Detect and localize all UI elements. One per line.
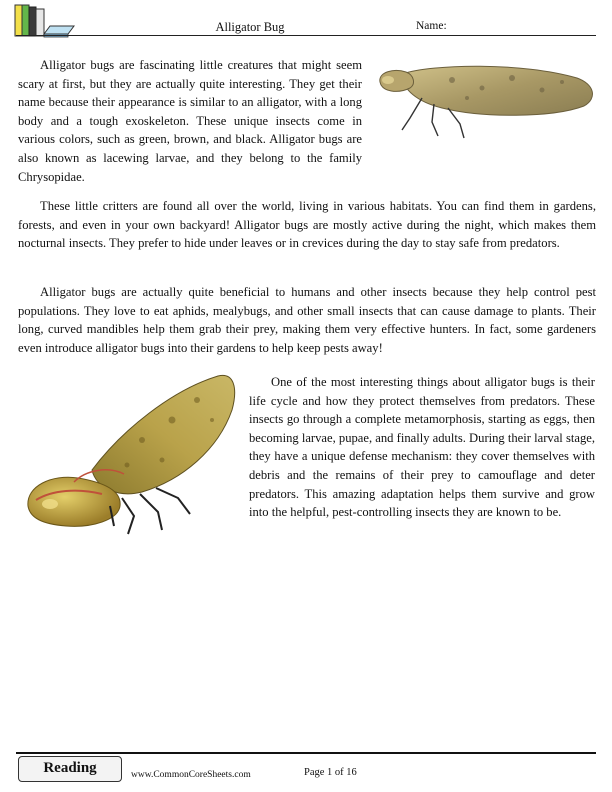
website-link[interactable]: www.CommonCoreSheets.com	[131, 770, 251, 780]
paragraph-3: Alligator bugs are actually quite beneficial to humans and other insects because they help control pest populations. They love to eat aphids, mealybugs, and other small insects that can cause damage to plants. Their long, curved mandibles help them grab their prey, making them very effective hunters. In fact, some gardeners even introduce alligator bugs into their gardens to help keep pests away!	[18, 285, 596, 355]
name-label: Name:	[416, 20, 447, 32]
header-divider	[16, 35, 596, 36]
footer-divider	[16, 752, 596, 754]
paragraph-1: Alligator bugs are fascinating little creatures that might seem scary at first, but they are actually quite interesting. They get their name because their appearance is similar to an alligator, with a long body and a tough exoskeleton. These unique insects come in various colors, such as green, brown, and black. Alligator bugs are also known as lacewing larvae, and they belong to the family Chrysopidae.	[18, 58, 362, 184]
alligator-bug-closeup-photo	[22, 370, 244, 542]
alligator-bug-photo	[372, 60, 600, 144]
page-number: Page 1 of 16	[304, 767, 357, 778]
subject-label: Reading	[18, 756, 122, 782]
paragraph-2: These little critters are found all over the world, living in various habitats. You can find them in gardens, forests, and even in your own backyard! Alligator bugs are mostly active during the night, which makes them nocturnal insects. They prefer to hide under leaves or in crevices during the day to stay safe from predators.	[18, 199, 596, 251]
paragraph-4: One of the most interesting things about alligator bugs is their life cycle and how they protect themselves from predators. These insects go through a complete metamorphosis, starting as eggs, then becoming larvae, pupae, and finally adults. During their larval stage, they have a unique defense mechanism: they cover themselves with debris and the remains of their prey to camouflage and deter predators. This amazing adaptation helps them survive and grow into the helpful, pest-controlling insects they are known to be.	[249, 375, 595, 520]
worksheet-title: Alligator Bug	[215, 20, 285, 34]
